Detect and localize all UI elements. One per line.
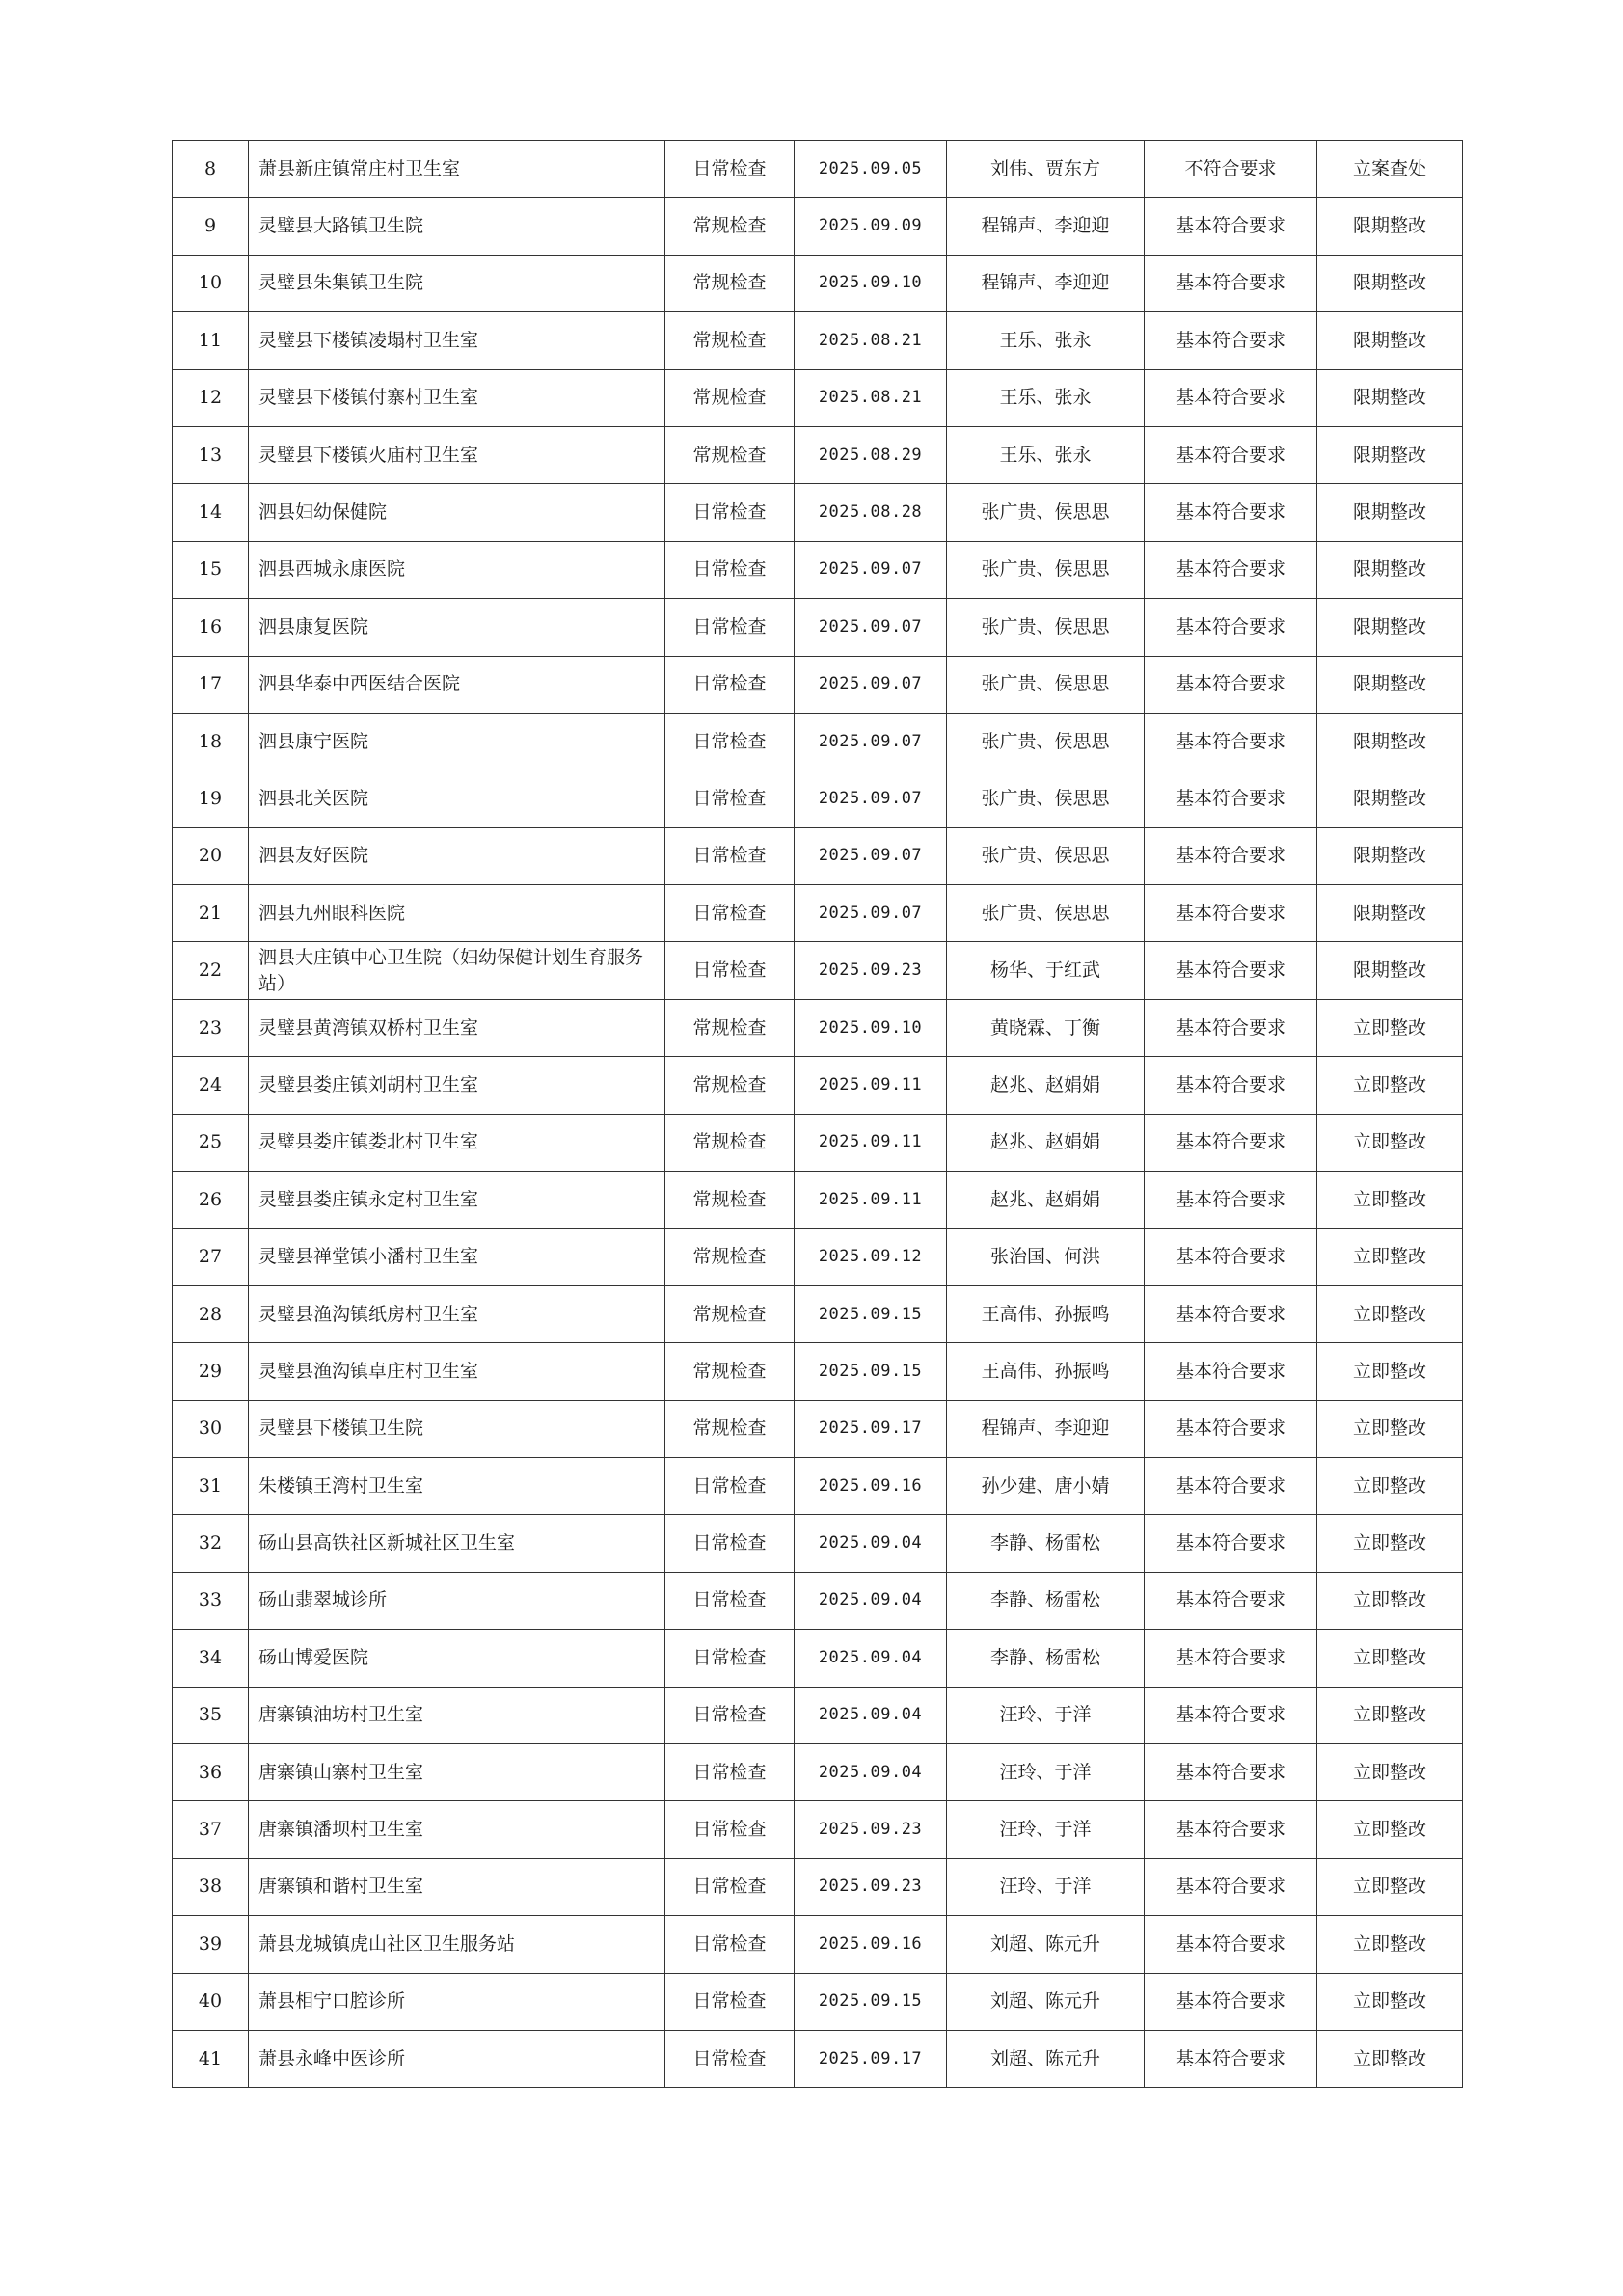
row-number-cell: 40 <box>173 1973 249 2030</box>
inspectors-cell: 赵兆、赵娟娟 <box>947 1172 1145 1229</box>
inspectors-cell: 王高伟、孙振鸣 <box>947 1285 1145 1342</box>
action-cell: 立即整改 <box>1317 1572 1463 1629</box>
result-cell: 基本符合要求 <box>1145 484 1317 541</box>
action-cell: 限期整改 <box>1317 885 1463 942</box>
inspection-date-cell: 2025.08.29 <box>795 426 947 483</box>
row-number-cell: 28 <box>173 1285 249 1342</box>
result-cell: 基本符合要求 <box>1145 1515 1317 1572</box>
result-cell: 基本符合要求 <box>1145 1630 1317 1687</box>
institution-name-cell: 泗县大庄镇中心卫生院（妇幼保健计划生育服务站） <box>249 942 665 999</box>
institution-name-cell: 灵璧县下楼镇火庙村卫生室 <box>249 426 665 483</box>
inspection-date-cell: 2025.09.07 <box>795 713 947 770</box>
row-number-cell: 24 <box>173 1057 249 1114</box>
institution-name-cell: 灵璧县娄庄镇娄北村卫生室 <box>249 1114 665 1171</box>
inspection-date-cell: 2025.09.15 <box>795 1285 947 1342</box>
row-number-cell: 10 <box>173 255 249 311</box>
institution-name-cell: 灵璧县渔沟镇纸房村卫生室 <box>249 1285 665 1342</box>
result-cell: 基本符合要求 <box>1145 885 1317 942</box>
inspection-type-cell: 常规检查 <box>665 1057 795 1114</box>
action-cell: 立案查处 <box>1317 141 1463 198</box>
action-cell: 立即整改 <box>1317 1515 1463 1572</box>
inspection-date-cell: 2025.09.16 <box>795 1916 947 1973</box>
table-row <box>173 1400 1463 1457</box>
inspection-date-cell: 2025.09.07 <box>795 770 947 827</box>
institution-name-cell: 灵璧县朱集镇卫生院 <box>249 255 665 311</box>
table-body <box>173 141 1463 2088</box>
action-cell: 立即整改 <box>1317 1630 1463 1687</box>
table-row <box>173 1285 1463 1342</box>
inspectors-cell: 汪玲、于洋 <box>947 1687 1145 1743</box>
inspection-type-cell: 日常检查 <box>665 599 795 656</box>
result-cell: 基本符合要求 <box>1145 1858 1317 1915</box>
result-cell: 基本符合要求 <box>1145 827 1317 884</box>
inspectors-cell: 张广贵、侯思思 <box>947 885 1145 942</box>
result-cell: 基本符合要求 <box>1145 1687 1317 1743</box>
table-row <box>173 599 1463 656</box>
result-cell: 基本符合要求 <box>1145 713 1317 770</box>
institution-name-cell: 灵璧县下楼镇付寨村卫生室 <box>249 369 665 426</box>
table-row <box>173 141 1463 198</box>
row-number-cell: 25 <box>173 1114 249 1171</box>
inspection-date-cell: 2025.09.11 <box>795 1172 947 1229</box>
row-number-cell: 21 <box>173 885 249 942</box>
institution-name-cell: 唐寨镇山寨村卫生室 <box>249 1743 665 1800</box>
inspectors-cell: 赵兆、赵娟娟 <box>947 1057 1145 1114</box>
inspectors-cell: 李静、杨雷松 <box>947 1630 1145 1687</box>
inspectors-cell: 王高伟、孙振鸣 <box>947 1343 1145 1400</box>
action-cell: 立即整改 <box>1317 1801 1463 1858</box>
inspection-date-cell: 2025.09.05 <box>795 141 947 198</box>
result-cell: 基本符合要求 <box>1145 1743 1317 1800</box>
action-cell: 立即整改 <box>1317 1229 1463 1285</box>
inspection-type-cell: 日常检查 <box>665 484 795 541</box>
table-row <box>173 1801 1463 1858</box>
action-cell: 立即整改 <box>1317 1343 1463 1400</box>
institution-name-cell: 砀山翡翠城诊所 <box>249 1572 665 1629</box>
inspectors-cell: 赵兆、赵娟娟 <box>947 1114 1145 1171</box>
row-number-cell: 36 <box>173 1743 249 1800</box>
result-cell: 基本符合要求 <box>1145 770 1317 827</box>
table-row <box>173 885 1463 942</box>
row-number-cell: 33 <box>173 1572 249 1629</box>
inspectors-cell: 刘伟、贾东方 <box>947 141 1145 198</box>
result-cell: 基本符合要求 <box>1145 2030 1317 2087</box>
table-row <box>173 198 1463 255</box>
inspection-date-cell: 2025.09.04 <box>795 1743 947 1800</box>
table-row <box>173 255 1463 311</box>
result-cell: 基本符合要求 <box>1145 942 1317 999</box>
inspectors-cell: 张广贵、侯思思 <box>947 770 1145 827</box>
inspection-date-cell: 2025.09.11 <box>795 1114 947 1171</box>
inspectors-cell: 程锦声、李迎迎 <box>947 1400 1145 1457</box>
action-cell: 立即整改 <box>1317 1457 1463 1514</box>
inspection-date-cell: 2025.09.07 <box>795 827 947 884</box>
table-row <box>173 1916 1463 1973</box>
action-cell: 立即整改 <box>1317 1916 1463 1973</box>
inspectors-cell: 李静、杨雷松 <box>947 1515 1145 1572</box>
institution-name-cell: 灵璧县下楼镇卫生院 <box>249 1400 665 1457</box>
institution-name-cell: 泗县康宁医院 <box>249 713 665 770</box>
inspection-type-cell: 日常检查 <box>665 656 795 713</box>
inspection-type-cell: 常规检查 <box>665 999 795 1056</box>
action-cell: 限期整改 <box>1317 484 1463 541</box>
inspection-date-cell: 2025.09.10 <box>795 999 947 1056</box>
action-cell: 立即整改 <box>1317 1858 1463 1915</box>
table-row <box>173 1687 1463 1743</box>
inspectors-cell: 刘超、陈元升 <box>947 2030 1145 2087</box>
inspectors-cell: 张广贵、侯思思 <box>947 484 1145 541</box>
inspection-type-cell: 日常检查 <box>665 2030 795 2087</box>
row-number-cell: 20 <box>173 827 249 884</box>
table-row <box>173 1743 1463 1800</box>
inspection-type-cell: 日常检查 <box>665 1858 795 1915</box>
action-cell: 立即整改 <box>1317 1114 1463 1171</box>
row-number-cell: 13 <box>173 426 249 483</box>
inspection-date-cell: 2025.09.16 <box>795 1457 947 1514</box>
inspectors-cell: 刘超、陈元升 <box>947 1916 1145 1973</box>
table-row <box>173 1515 1463 1572</box>
institution-name-cell: 灵璧县渔沟镇卓庄村卫生室 <box>249 1343 665 1400</box>
institution-name-cell: 萧县永峰中医诊所 <box>249 2030 665 2087</box>
inspectors-cell: 王乐、张永 <box>947 426 1145 483</box>
action-cell: 限期整改 <box>1317 198 1463 255</box>
inspection-date-cell: 2025.09.10 <box>795 255 947 311</box>
inspection-date-cell: 2025.09.07 <box>795 885 947 942</box>
inspectors-cell: 王乐、张永 <box>947 312 1145 369</box>
institution-name-cell: 灵璧县娄庄镇刘胡村卫生室 <box>249 1057 665 1114</box>
action-cell: 立即整改 <box>1317 1057 1463 1114</box>
result-cell: 基本符合要求 <box>1145 1400 1317 1457</box>
institution-name-cell: 唐寨镇和谐村卫生室 <box>249 1858 665 1915</box>
inspection-type-cell: 日常检查 <box>665 1801 795 1858</box>
row-number-cell: 41 <box>173 2030 249 2087</box>
inspection-date-cell: 2025.09.12 <box>795 1229 947 1285</box>
inspection-type-cell: 日常检查 <box>665 1916 795 1973</box>
inspection-date-cell: 2025.08.28 <box>795 484 947 541</box>
inspection-date-cell: 2025.09.15 <box>795 1973 947 2030</box>
result-cell: 基本符合要求 <box>1145 369 1317 426</box>
table-row <box>173 1343 1463 1400</box>
inspection-type-cell: 日常检查 <box>665 1973 795 2030</box>
table-row <box>173 484 1463 541</box>
inspectors-cell: 汪玲、于洋 <box>947 1801 1145 1858</box>
row-number-cell: 14 <box>173 484 249 541</box>
inspection-date-cell: 2025.09.04 <box>795 1572 947 1629</box>
institution-name-cell: 泗县北关医院 <box>249 770 665 827</box>
result-cell: 基本符合要求 <box>1145 198 1317 255</box>
table-row <box>173 312 1463 369</box>
row-number-cell: 19 <box>173 770 249 827</box>
row-number-cell: 31 <box>173 1457 249 1514</box>
result-cell: 基本符合要求 <box>1145 1229 1317 1285</box>
row-number-cell: 32 <box>173 1515 249 1572</box>
institution-name-cell: 灵璧县黄湾镇双桥村卫生室 <box>249 999 665 1056</box>
result-cell: 基本符合要求 <box>1145 1801 1317 1858</box>
inspection-type-cell: 常规检查 <box>665 312 795 369</box>
inspectors-cell: 汪玲、于洋 <box>947 1743 1145 1800</box>
table-row <box>173 2030 1463 2087</box>
action-cell: 立即整改 <box>1317 1687 1463 1743</box>
row-number-cell: 23 <box>173 999 249 1056</box>
institution-name-cell: 砀山博爱医院 <box>249 1630 665 1687</box>
row-number-cell: 37 <box>173 1801 249 1858</box>
inspectors-cell: 李静、杨雷松 <box>947 1572 1145 1629</box>
inspection-date-cell: 2025.09.07 <box>795 599 947 656</box>
inspectors-cell: 刘超、陈元升 <box>947 1973 1145 2030</box>
result-cell: 基本符合要求 <box>1145 1285 1317 1342</box>
table-row <box>173 1858 1463 1915</box>
table-row <box>173 541 1463 598</box>
inspection-type-cell: 日常检查 <box>665 1630 795 1687</box>
inspectors-cell: 张广贵、侯思思 <box>947 713 1145 770</box>
row-number-cell: 34 <box>173 1630 249 1687</box>
inspectors-cell: 张治国、何洪 <box>947 1229 1145 1285</box>
inspectors-cell: 张广贵、侯思思 <box>947 541 1145 598</box>
inspectors-cell: 汪玲、于洋 <box>947 1858 1145 1915</box>
inspection-type-cell: 常规检查 <box>665 1114 795 1171</box>
row-number-cell: 22 <box>173 942 249 999</box>
inspectors-cell: 杨华、于红武 <box>947 942 1145 999</box>
action-cell: 限期整改 <box>1317 656 1463 713</box>
inspection-date-cell: 2025.09.04 <box>795 1515 947 1572</box>
result-cell: 基本符合要求 <box>1145 255 1317 311</box>
inspection-type-cell: 常规检查 <box>665 1343 795 1400</box>
institution-name-cell: 泗县妇幼保健院 <box>249 484 665 541</box>
table-row <box>173 1630 1463 1687</box>
result-cell: 基本符合要求 <box>1145 599 1317 656</box>
institution-name-cell: 朱楼镇王湾村卫生室 <box>249 1457 665 1514</box>
table-row <box>173 770 1463 827</box>
inspection-type-cell: 日常检查 <box>665 1515 795 1572</box>
inspection-date-cell: 2025.09.17 <box>795 2030 947 2087</box>
table-row <box>173 1973 1463 2030</box>
inspection-date-cell: 2025.09.07 <box>795 656 947 713</box>
row-number-cell: 35 <box>173 1687 249 1743</box>
inspection-type-cell: 常规检查 <box>665 1400 795 1457</box>
inspectors-cell: 黄晓霖、丁衡 <box>947 999 1145 1056</box>
institution-name-cell: 灵璧县大路镇卫生院 <box>249 198 665 255</box>
inspection-type-cell: 常规检查 <box>665 1172 795 1229</box>
row-number-cell: 17 <box>173 656 249 713</box>
table-row <box>173 369 1463 426</box>
inspection-table <box>172 140 1463 2088</box>
action-cell: 限期整改 <box>1317 255 1463 311</box>
inspection-type-cell: 日常检查 <box>665 885 795 942</box>
action-cell: 限期整改 <box>1317 369 1463 426</box>
action-cell: 限期整改 <box>1317 599 1463 656</box>
institution-name-cell: 萧县龙城镇虎山社区卫生服务站 <box>249 1916 665 1973</box>
result-cell: 基本符合要求 <box>1145 1916 1317 1973</box>
result-cell: 基本符合要求 <box>1145 312 1317 369</box>
inspection-type-cell: 日常检查 <box>665 141 795 198</box>
inspection-date-cell: 2025.09.07 <box>795 541 947 598</box>
inspection-date-cell: 2025.09.17 <box>795 1400 947 1457</box>
inspection-date-cell: 2025.09.04 <box>795 1687 947 1743</box>
table-row <box>173 426 1463 483</box>
institution-name-cell: 泗县友好医院 <box>249 827 665 884</box>
inspection-type-cell: 日常检查 <box>665 713 795 770</box>
row-number-cell: 15 <box>173 541 249 598</box>
inspectors-cell: 程锦声、李迎迎 <box>947 255 1145 311</box>
result-cell: 基本符合要求 <box>1145 1057 1317 1114</box>
action-cell: 立即整改 <box>1317 999 1463 1056</box>
result-cell: 基本符合要求 <box>1145 1973 1317 2030</box>
table-row <box>173 827 1463 884</box>
inspection-type-cell: 日常检查 <box>665 1687 795 1743</box>
action-cell: 立即整改 <box>1317 1285 1463 1342</box>
institution-name-cell: 泗县康复医院 <box>249 599 665 656</box>
action-cell: 限期整改 <box>1317 942 1463 999</box>
inspection-type-cell: 日常检查 <box>665 1457 795 1514</box>
inspection-type-cell: 常规检查 <box>665 369 795 426</box>
row-number-cell: 26 <box>173 1172 249 1229</box>
inspection-type-cell: 日常检查 <box>665 770 795 827</box>
result-cell: 基本符合要求 <box>1145 999 1317 1056</box>
action-cell: 立即整改 <box>1317 1973 1463 2030</box>
inspection-type-cell: 常规检查 <box>665 198 795 255</box>
inspection-type-cell: 日常检查 <box>665 942 795 999</box>
action-cell: 限期整改 <box>1317 713 1463 770</box>
inspection-date-cell: 2025.08.21 <box>795 369 947 426</box>
inspectors-cell: 张广贵、侯思思 <box>947 599 1145 656</box>
result-cell: 不符合要求 <box>1145 141 1317 198</box>
row-number-cell: 27 <box>173 1229 249 1285</box>
inspectors-cell: 程锦声、李迎迎 <box>947 198 1145 255</box>
table-row <box>173 999 1463 1056</box>
row-number-cell: 18 <box>173 713 249 770</box>
row-number-cell: 16 <box>173 599 249 656</box>
row-number-cell: 8 <box>173 141 249 198</box>
result-cell: 基本符合要求 <box>1145 1172 1317 1229</box>
inspection-date-cell: 2025.09.23 <box>795 1801 947 1858</box>
table-row <box>173 1172 1463 1229</box>
table-row <box>173 1114 1463 1171</box>
result-cell: 基本符合要求 <box>1145 1457 1317 1514</box>
result-cell: 基本符合要求 <box>1145 426 1317 483</box>
inspection-type-cell: 常规检查 <box>665 426 795 483</box>
table-row <box>173 942 1463 999</box>
action-cell: 限期整改 <box>1317 541 1463 598</box>
inspection-date-cell: 2025.09.11 <box>795 1057 947 1114</box>
inspection-type-cell: 日常检查 <box>665 541 795 598</box>
inspection-date-cell: 2025.09.09 <box>795 198 947 255</box>
table-row <box>173 656 1463 713</box>
institution-name-cell: 萧县相宁口腔诊所 <box>249 1973 665 2030</box>
inspection-date-cell: 2025.08.21 <box>795 312 947 369</box>
action-cell: 立即整改 <box>1317 1400 1463 1457</box>
inspection-type-cell: 常规检查 <box>665 255 795 311</box>
institution-name-cell: 泗县西城永康医院 <box>249 541 665 598</box>
action-cell: 限期整改 <box>1317 770 1463 827</box>
table-row <box>173 713 1463 770</box>
row-number-cell: 39 <box>173 1916 249 1973</box>
inspection-type-cell: 常规检查 <box>665 1229 795 1285</box>
institution-name-cell: 灵璧县娄庄镇永定村卫生室 <box>249 1172 665 1229</box>
institution-name-cell: 泗县九州眼科医院 <box>249 885 665 942</box>
institution-name-cell: 萧县新庄镇常庄村卫生室 <box>249 141 665 198</box>
inspection-date-cell: 2025.09.23 <box>795 1858 947 1915</box>
action-cell: 立即整改 <box>1317 1743 1463 1800</box>
institution-name-cell: 唐寨镇潘坝村卫生室 <box>249 1801 665 1858</box>
inspectors-cell: 张广贵、侯思思 <box>947 656 1145 713</box>
table-row <box>173 1057 1463 1114</box>
institution-name-cell: 唐寨镇油坊村卫生室 <box>249 1687 665 1743</box>
inspection-type-cell: 常规检查 <box>665 1285 795 1342</box>
institution-name-cell: 灵璧县禅堂镇小潘村卫生室 <box>249 1229 665 1285</box>
inspection-type-cell: 日常检查 <box>665 1743 795 1800</box>
result-cell: 基本符合要求 <box>1145 1343 1317 1400</box>
inspection-date-cell: 2025.09.04 <box>795 1630 947 1687</box>
row-number-cell: 30 <box>173 1400 249 1457</box>
inspectors-cell: 张广贵、侯思思 <box>947 827 1145 884</box>
row-number-cell: 12 <box>173 369 249 426</box>
result-cell: 基本符合要求 <box>1145 541 1317 598</box>
inspection-date-cell: 2025.09.23 <box>795 942 947 999</box>
row-number-cell: 38 <box>173 1858 249 1915</box>
table-row <box>173 1572 1463 1629</box>
inspectors-cell: 王乐、张永 <box>947 369 1145 426</box>
table-row <box>173 1457 1463 1514</box>
action-cell: 立即整改 <box>1317 2030 1463 2087</box>
inspectors-cell: 孙少建、唐小婧 <box>947 1457 1145 1514</box>
table-row <box>173 1229 1463 1285</box>
result-cell: 基本符合要求 <box>1145 656 1317 713</box>
action-cell: 限期整改 <box>1317 827 1463 884</box>
action-cell: 限期整改 <box>1317 312 1463 369</box>
row-number-cell: 11 <box>173 312 249 369</box>
institution-name-cell: 泗县华泰中西医结合医院 <box>249 656 665 713</box>
action-cell: 限期整改 <box>1317 426 1463 483</box>
result-cell: 基本符合要求 <box>1145 1114 1317 1171</box>
action-cell: 立即整改 <box>1317 1172 1463 1229</box>
institution-name-cell: 砀山县高铁社区新城社区卫生室 <box>249 1515 665 1572</box>
inspection-type-cell: 日常检查 <box>665 1572 795 1629</box>
inspection-type-cell: 日常检查 <box>665 827 795 884</box>
inspection-date-cell: 2025.09.15 <box>795 1343 947 1400</box>
row-number-cell: 9 <box>173 198 249 255</box>
institution-name-cell: 灵璧县下楼镇凌塌村卫生室 <box>249 312 665 369</box>
result-cell: 基本符合要求 <box>1145 1572 1317 1629</box>
row-number-cell: 29 <box>173 1343 249 1400</box>
